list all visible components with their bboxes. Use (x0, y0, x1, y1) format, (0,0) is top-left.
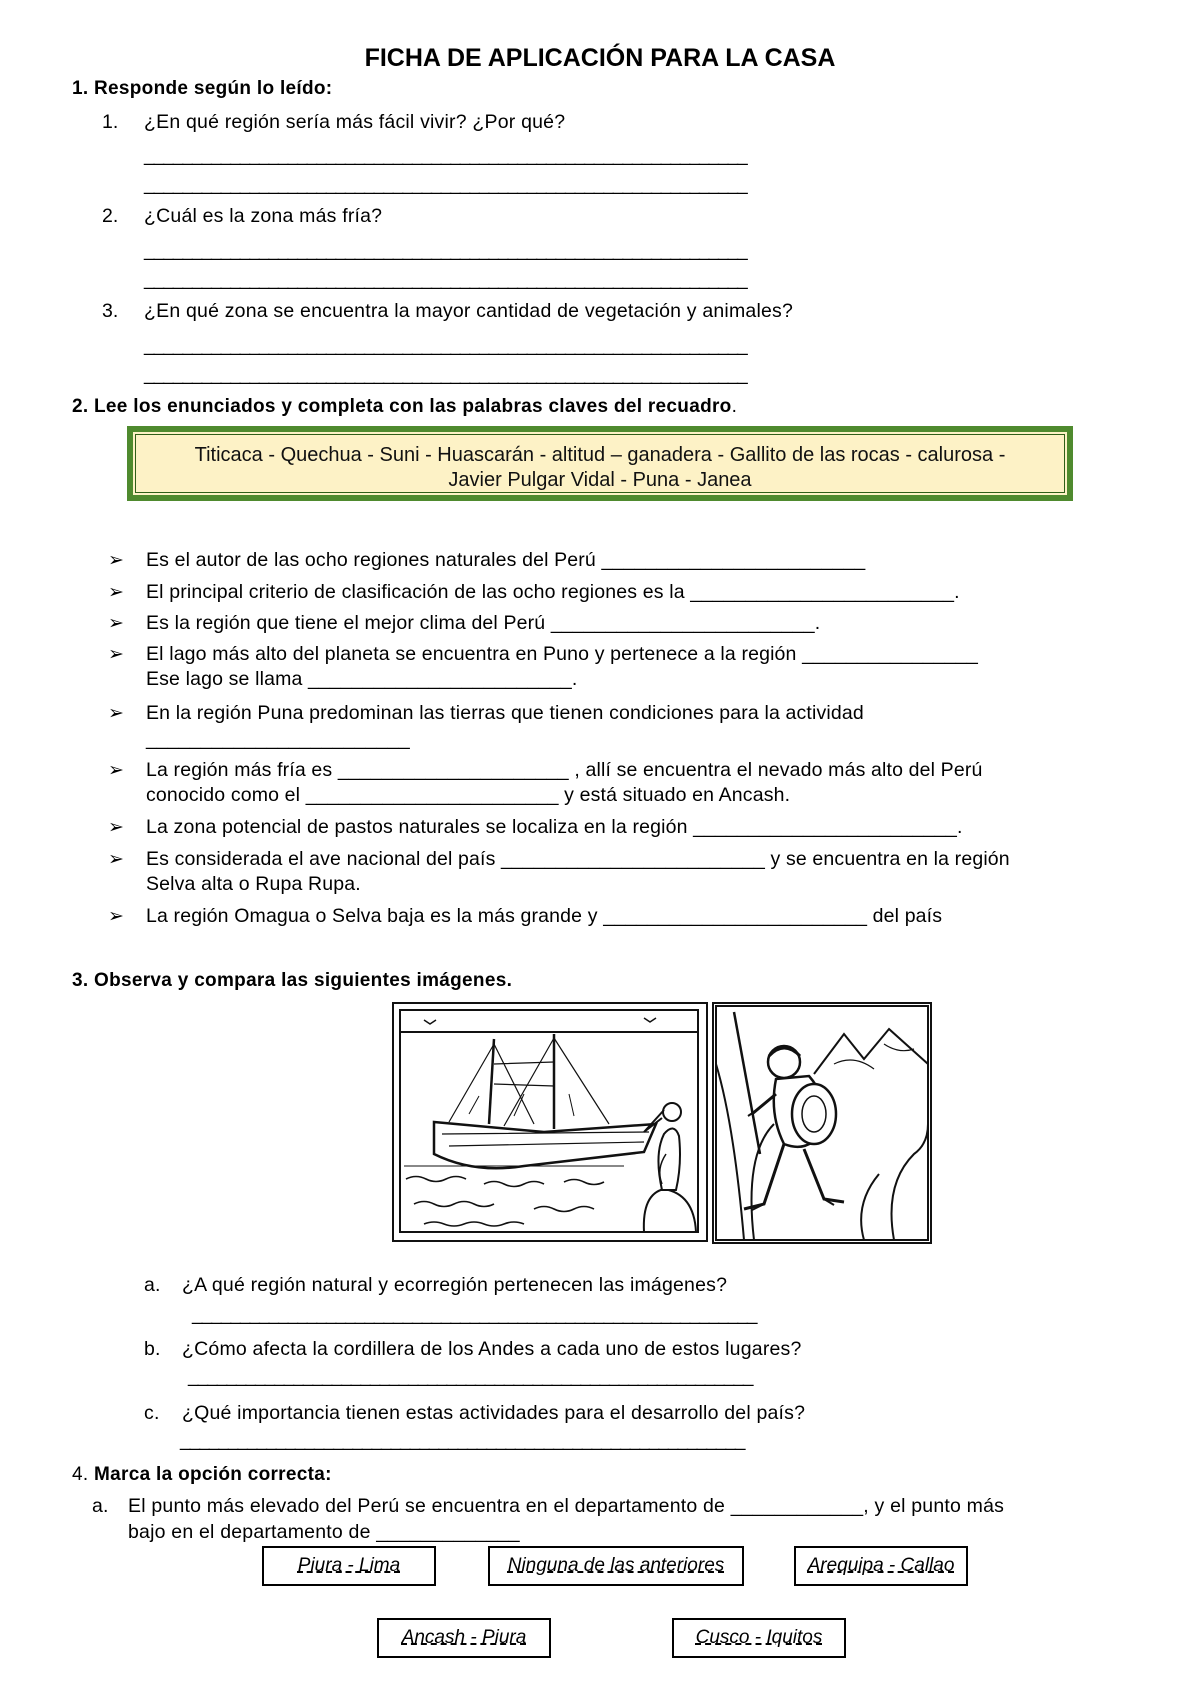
arrow-bullet-icon: ➢ (108, 906, 124, 927)
question-number: 2. (102, 205, 119, 227)
option-arequipa-callao[interactable]: Arequipa - Callao (794, 1546, 968, 1586)
statement: El principal criterio de clasificación de las ocho regiones es la ________________________. (146, 581, 960, 603)
question-letter: c. (144, 1402, 160, 1424)
option-cusco-iquitos[interactable]: Cusco - Iquitos (672, 1618, 846, 1658)
question-text: ¿En qué zona se encuentra la mayor cantidad de vegetación y animales? (144, 300, 794, 322)
section-3-heading: 3. Observa y compara las siguientes imágenes. (72, 970, 513, 991)
section-4-heading: 4. Marca la opción correcta: (72, 1464, 332, 1485)
question-letter: a. (144, 1274, 161, 1296)
statement: La región más fría es _____________________ , allí se encuentra el nevado más alto del Perú (146, 759, 983, 781)
arrow-bullet-icon: ➢ (108, 817, 124, 838)
section-2-heading: 2. Lee los enunciados y completa con las palabras claves del recuadro. (72, 396, 738, 417)
option-piura-lima[interactable]: Piura - Lima (262, 1546, 436, 1586)
answer-line[interactable]: _______________________________________________________________ (144, 145, 747, 166)
question-number: 3. (102, 300, 119, 322)
statement: Es el autor de las ocho regiones naturales del Perú ________________________ (146, 549, 866, 571)
statement: La región Omagua o Selva baja es la más grande y ________________________ del país (146, 905, 943, 927)
statement: La zona potencial de pastos naturales se localiza en la región ________________________. (146, 816, 963, 838)
keywords-box (127, 426, 1073, 501)
question-letter: a. (92, 1495, 109, 1517)
arrow-bullet-icon: ➢ (108, 849, 124, 870)
fishing-boat-illustration (392, 1002, 708, 1242)
arrow-bullet-icon: ➢ (108, 703, 124, 724)
answer-line[interactable]: ___________________________________________________________ (188, 1366, 753, 1387)
question-number: 1. (102, 111, 119, 133)
answer-line[interactable]: _______________________________________________________________ (144, 240, 747, 261)
answer-line[interactable]: ___________________________________________________________ (180, 1430, 745, 1451)
question-text: El punto más elevado del Perú se encuentra en el departamento de ____________, y el punto más (128, 1495, 1005, 1517)
answer-line[interactable]: _______________________________________________________________ (144, 174, 747, 195)
answer-line[interactable]: _______________________________________________________________ (144, 269, 747, 290)
question-text: ¿Qué importancia tienen estas actividades para el desarrollo del país? (182, 1402, 806, 1424)
statement: Es la región que tiene el mejor clima del Perú ________________________. (146, 612, 821, 634)
question-text: ¿Cuál es la zona más fría? (144, 205, 383, 227)
arrow-bullet-icon: ➢ (108, 644, 124, 665)
statement: En la región Puna predominan las tierras que tienen condiciones para la actividad (146, 702, 864, 724)
arrow-bullet-icon: ➢ (108, 550, 124, 571)
page-title: FICHA DE APLICACIÓN PARA LA CASA (364, 44, 836, 72)
keywords-line: Javier Pulgar Vidal - Puna - Janea (448, 469, 752, 491)
statement: conocido como el _______________________ y está situado en Ancash. (146, 784, 791, 806)
mountain-climber-illustration (712, 1002, 932, 1244)
question-text: ¿Cómo afecta la cordillera de los Andes a cada uno de estos lugares? (182, 1338, 802, 1360)
section-1-heading: 1. Responde según lo leído: (72, 78, 333, 99)
statement: Es considerada el ave nacional del país ________________________ y se encuentra en la región (146, 848, 1010, 870)
question-text: ¿A qué región natural y ecorregión pertenecen las imágenes? (182, 1274, 728, 1296)
question-text: ¿En qué región sería más fácil vivir? ¿Por qué? (144, 111, 566, 133)
answer-line[interactable]: _______________________________________________________________ (144, 335, 747, 356)
statement: El lago más alto del planeta se encuentra en Puno y pertenece a la región ________________ (146, 643, 979, 665)
answer-line[interactable]: _______________________________________________________________ (144, 364, 747, 385)
option-ancash-piura[interactable]: Ancash - Piura (377, 1618, 551, 1658)
option-ninguna[interactable]: Ninguna de las anteriores (488, 1546, 744, 1586)
statement: Selva alta o Rupa Rupa. (146, 873, 361, 895)
question-letter: b. (144, 1338, 161, 1360)
arrow-bullet-icon: ➢ (108, 760, 124, 781)
keywords-line: Titicaca - Quechua - Suni - Huascarán - altitud – ganadera - Gallito de las rocas - calurosa - (194, 444, 1006, 466)
arrow-bullet-icon: ➢ (108, 582, 124, 603)
answer-line[interactable]: ___________________________________________________________ (192, 1304, 757, 1325)
arrow-bullet-icon: ➢ (108, 613, 124, 634)
statement: Ese lago se llama ________________________. (146, 668, 578, 690)
statement: ________________________ (146, 728, 410, 750)
question-text: bajo en el departamento de _____________ (128, 1521, 520, 1543)
